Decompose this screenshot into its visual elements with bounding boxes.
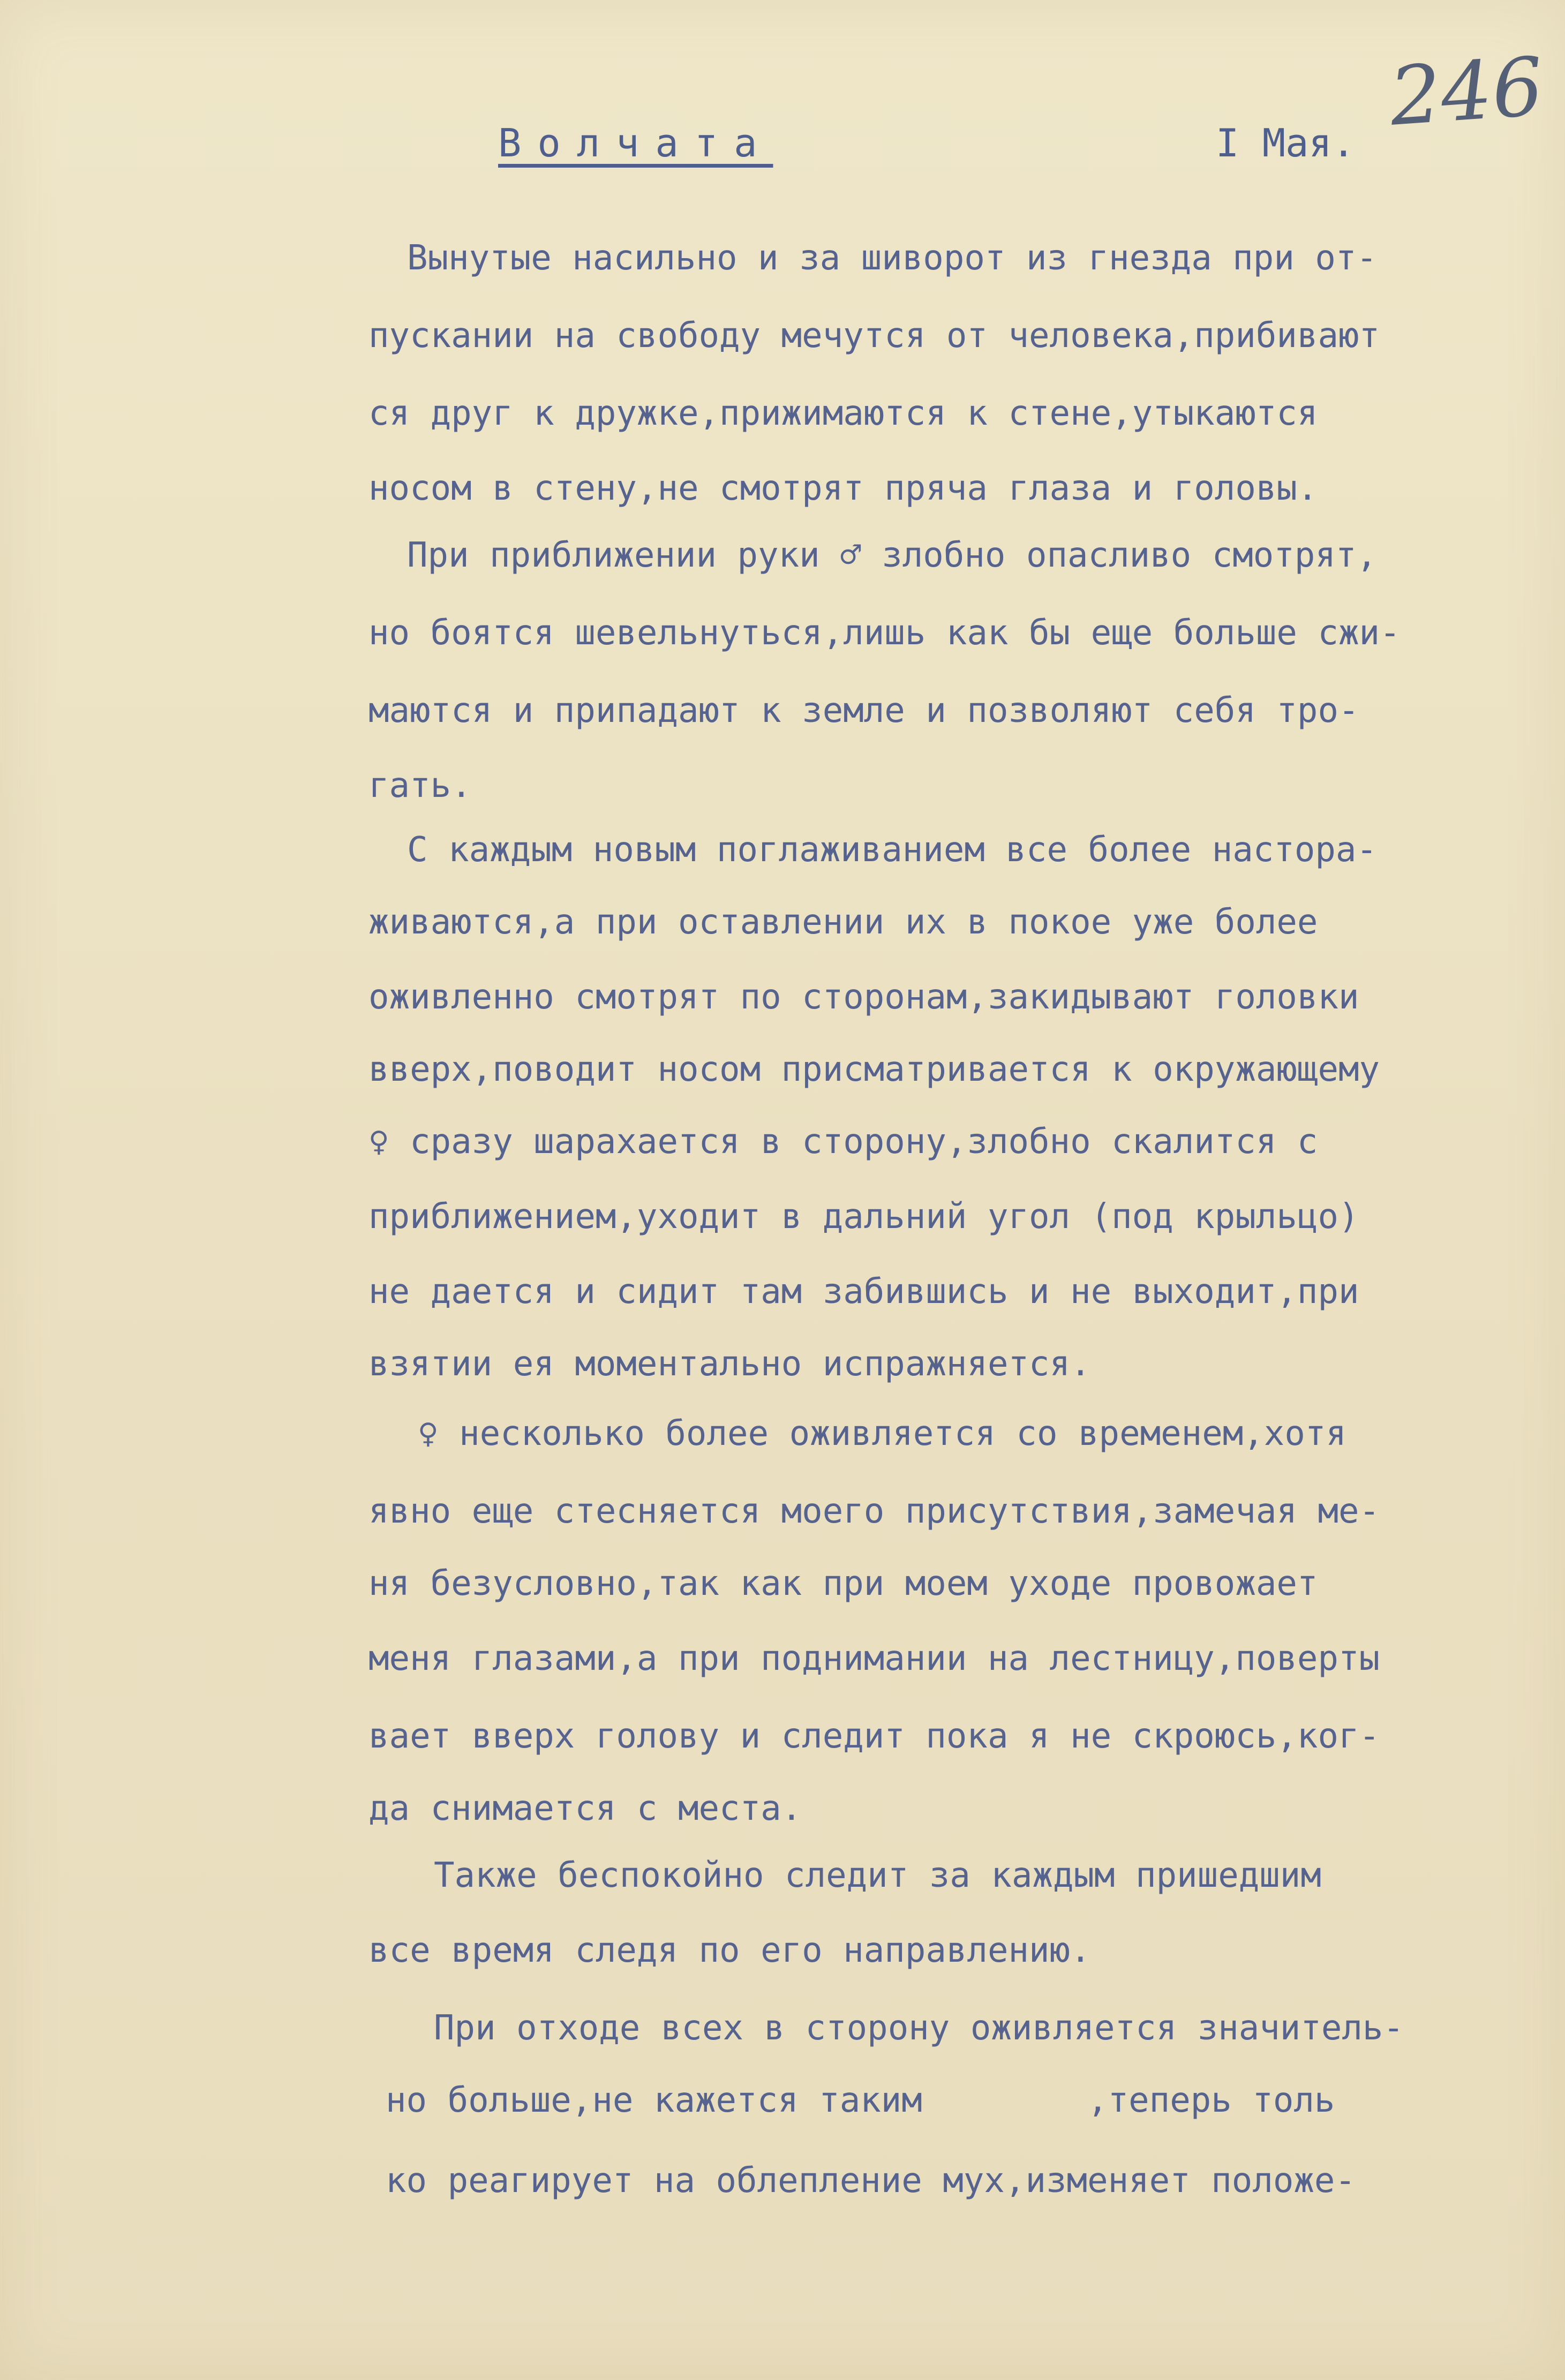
text-line: но боятся шевельнуться,лишь как бы еще больше сжи-: [368, 613, 1401, 653]
text-line: маются и припадают к земле и позволяют себя тро-: [368, 691, 1359, 730]
text-line: но больше,не кажется таким ,теперь толь: [386, 2081, 1335, 2120]
text-line: ся друг к дружке,прижимаются к стене,утыкаются: [368, 394, 1318, 433]
text-line: меня глазами,а при поднимании на лестницу,поверты: [368, 1639, 1380, 1678]
text-line: живаются,а при оставлении их в покое уже более: [368, 902, 1318, 942]
text-line: Также беспокойно следит за каждым пришедшим: [434, 1856, 1321, 1895]
text-line: все время следя по его направлению.: [368, 1931, 1091, 1970]
text-line: ♀ несколько более оживляется со временем,хотя: [418, 1414, 1346, 1453]
text-line: ня безусловно,так как при моем уходе провожает: [368, 1564, 1318, 1603]
page-number: 246: [1387, 40, 1547, 144]
document-date: I Мая.: [1216, 120, 1356, 165]
text-line: При приближении руки ♂ злобно опасливо смотрят,: [407, 536, 1377, 575]
document-header: [498, 120, 1356, 165]
text-line: При отходе всех в сторону оживляется значитель-: [434, 2008, 1404, 2048]
document-title: Волчата: [498, 120, 773, 165]
text-line: ко реагирует на облепление мух,изменяет положе-: [386, 2161, 1356, 2201]
text-line: ♀ сразу шарахается в сторону,злобно скалится с: [368, 1122, 1318, 1162]
text-line: взятии ея моментально испражняется.: [368, 1344, 1091, 1384]
text-line: вверх,поводит носом присматривается к окружающему: [368, 1050, 1380, 1089]
text-line: приближением,уходит в дальний угол (под крыльцо): [368, 1197, 1359, 1237]
text-line: С каждым новым поглаживанием все более настора-: [407, 830, 1377, 870]
text-line: не дается и сидит там забившись и не выходит,при: [368, 1272, 1359, 1312]
text-line: гать.: [368, 766, 472, 805]
text-line: носом в стену,не смотрят пряча глаза и головы.: [368, 469, 1318, 508]
text-line: Вынутые насильно и за шиворот из гнезда при от-: [407, 238, 1377, 278]
text-line: оживленно смотрят по сторонам,закидывают головки: [368, 977, 1359, 1017]
text-line: да снимается с места.: [368, 1789, 802, 1828]
text-line: пускании на свободу мечутся от человека,прибивают: [368, 316, 1380, 356]
text-line: вает вверх голову и следит пока я не скроюсь,ког-: [368, 1716, 1380, 1756]
text-line: явно еще стесняется моего присутствия,замечая ме-: [368, 1492, 1380, 1531]
